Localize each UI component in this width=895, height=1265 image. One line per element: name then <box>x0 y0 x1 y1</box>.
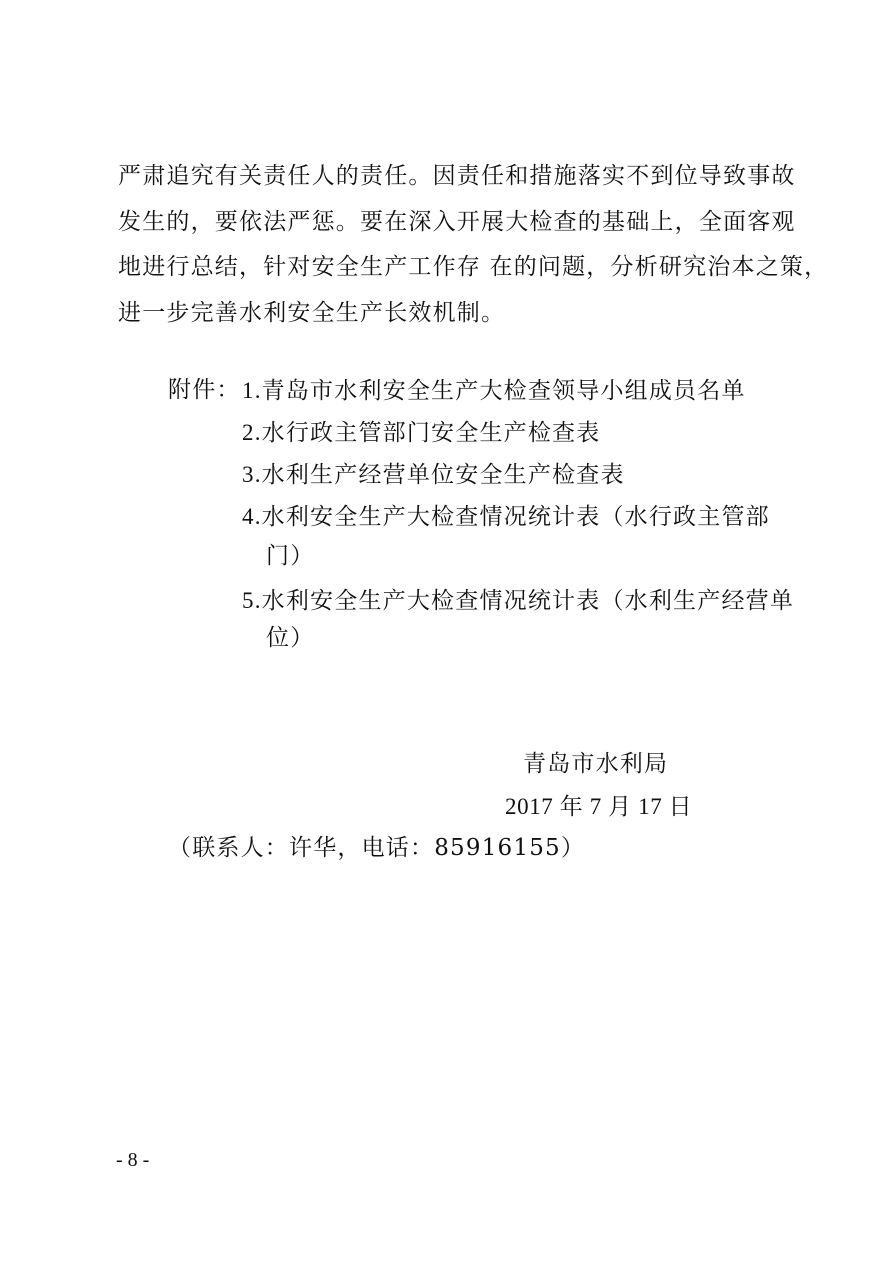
signature-organization: 青岛市水利局 <box>523 751 669 777</box>
body-line-1: 严肃追究有关责任人的责任。因责任和措施落实不到位导致事故 <box>118 163 796 189</box>
attachment-item-4 <box>242 494 770 540</box>
attachment-item-1 <box>242 368 746 414</box>
attachment-item-2 <box>242 410 600 456</box>
body-paragraph <box>118 154 829 336</box>
body-line-2: 发生的，要依法严惩。要在深入开展大检查的基础上，全面客观 <box>118 208 796 235</box>
attachment-item-4-continuation: 门） <box>266 543 315 569</box>
attachment-text: 水利安全生产大检查情况统计表（水行政主管部 <box>261 504 770 530</box>
attachment-item-5 <box>242 578 794 624</box>
attachment-number: 4. <box>242 504 262 529</box>
attachment-number: 2. <box>242 420 262 445</box>
attachment-text: 水行政主管部门安全生产检查表 <box>261 420 601 446</box>
contact-info: （联系人：许华，电话：85916155） <box>168 835 586 861</box>
attachment-number: 5. <box>242 588 262 613</box>
signature-date: 2017 年 7 月 17 日 <box>505 794 693 819</box>
attachment-text: 水利生产经营单位安全生产检查表 <box>261 462 625 488</box>
attachment-number: 1. <box>242 378 262 403</box>
body-line-3: 地进行总结，针对安全生产工作存 在的问题，分析研究治本之策， <box>118 254 829 280</box>
attachment-item-3 <box>242 452 625 498</box>
attachment-text: 水利安全生产大检查情况统计表（水利生产经营单 <box>261 588 795 614</box>
page-number: - 8 - <box>116 1149 150 1171</box>
attachment-number: 3. <box>242 462 262 487</box>
attachment-item-5-continuation: 位） <box>266 625 315 651</box>
attachment-text: 青岛市水利安全生产大检查领导小组成员名单 <box>261 378 746 404</box>
body-line-4: 进一步完善水利安全生产长效机制。 <box>118 299 506 326</box>
attachments-label: 附件： <box>168 377 241 403</box>
